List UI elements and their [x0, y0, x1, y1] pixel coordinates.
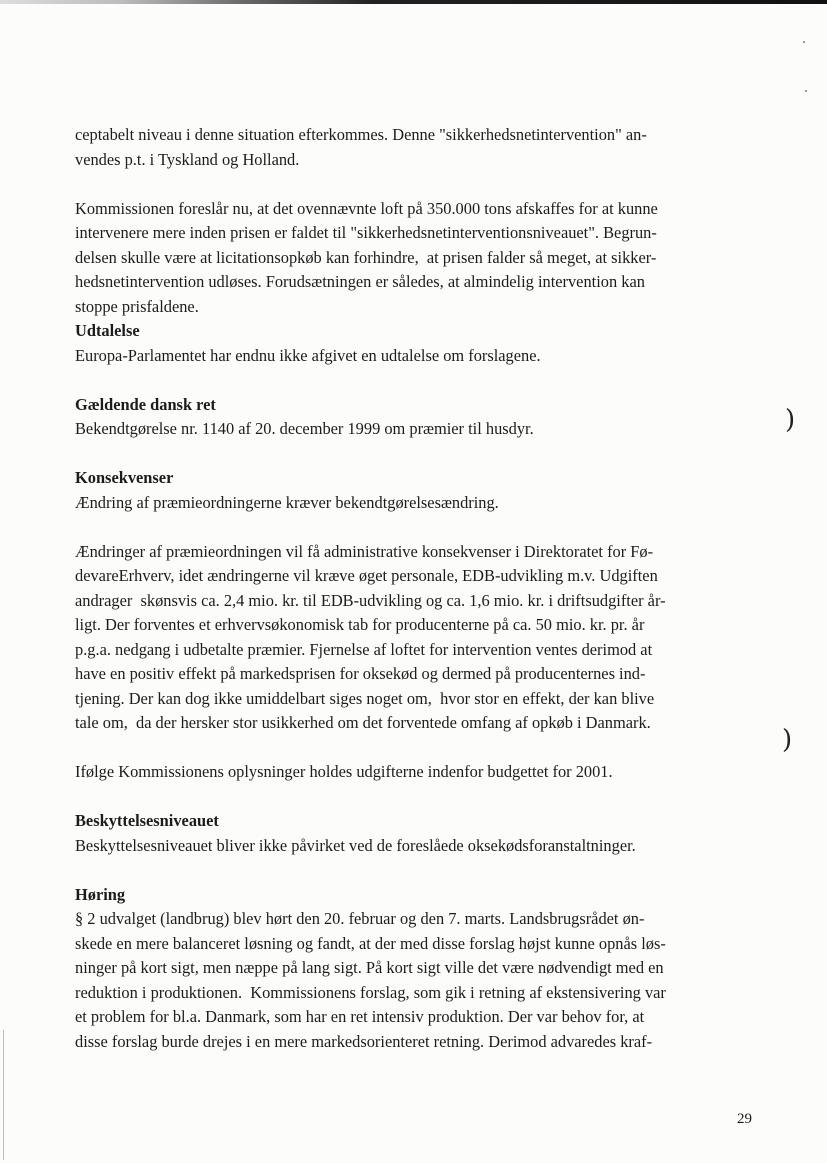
text-line: disse forslag burde drejes i en mere markedsorienteret retning. Derimod advaredes kraf-: [75, 1031, 653, 1051]
paragraph: [75, 834, 755, 859]
text-line: tale om, da der hersker stor usikkerhed om det forventede omfang af opkøb i Danmark.: [75, 713, 651, 732]
margin-bracket-mark: ): [782, 725, 793, 755]
text-line: ninger på kort sigt, men næppe på lang sigt. På kort sigt ville det være nødvendigt med en: [75, 958, 664, 977]
text-line: Beskyttelsesniveauet bliver ikke påvirket ved de foreslåede oksekødsforanstaltninger.: [75, 835, 636, 855]
margin-bracket-mark: ): [785, 405, 796, 435]
text-line: delsen skulle være at licitationsopkøb kan forhindre, at prisen falder så meget, at sikker-: [75, 247, 657, 267]
text-line: ligt. Der forventes et erhvervsøkonomisk tab for producenterne på ca. 50 mio. kr. pr. år: [75, 615, 645, 634]
text-line: Europa-Parlamentet har endnu ikke afgivet en udtalelse om forslagene.: [75, 345, 541, 365]
text-line: Ændringer af præmieordningen vil få administrative konsekvenser i Direktoratet for Fø-: [75, 541, 654, 561]
text-line: Ændring af præmieordningerne kræver bekendtgørelsesændring.: [75, 492, 499, 512]
paragraph: [75, 197, 755, 320]
scan-speck: [805, 90, 807, 92]
scan-left-edge: [3, 1030, 4, 1160]
paragraph: [75, 907, 755, 1054]
text-line: vendes p.t. i Tyskland og Holland.: [75, 149, 300, 169]
text-line: Ifølge Kommissionens oplysninger holdes udgifterne indenfor budgettet for 2001.: [75, 762, 613, 781]
text-line: andrager skønsvis ca. 2,4 mio. kr. til EDB-udvikling og ca. 1,6 mio. kr. i driftsudgifter år-: [75, 590, 666, 610]
scan-speck: [803, 41, 805, 43]
section-heading: Udtalelse: [75, 321, 140, 340]
paragraph: [75, 344, 755, 369]
paragraph: [75, 417, 755, 442]
section-heading: Konsekvenser: [75, 468, 174, 487]
text-line: ceptabelt niveau i denne situation efterkommes. Denne "sikkerhedsnetintervention" an-: [75, 125, 647, 144]
text-line: p.g.a. nedgang i udbetalte præmier. Fjernelse af loftet for intervention ventes derimod at: [75, 639, 653, 659]
text-line: stoppe prisfaldene.: [75, 296, 199, 316]
paragraph: [75, 123, 755, 172]
text-line: tjening. Der kan dog ikke umiddelbart siges noget om, hvor stor en effekt, der kan blive: [75, 688, 655, 708]
text-line: skede en mere balanceret løsning og fandt, at der med disse forslag højst kunne opnås løs-: [75, 933, 666, 953]
text-line: et problem for bl.a. Danmark, som har en ret intensiv produktion. Der var behov for, at: [75, 1007, 645, 1026]
section-heading: Høring: [75, 884, 126, 904]
text-line: § 2 udvalget (landbrug) blev hørt den 20. februar og den 7. marts. Landsbrugsrådet øn-: [75, 909, 645, 928]
text-line: Kommissionen foreslår nu, at det ovennævnte loft på 350.000 tons afskaffes for at kunne: [75, 198, 658, 218]
paragraph: [75, 491, 755, 516]
section-heading: Beskyttelsesniveauet: [75, 811, 219, 830]
section-heading: Gældende dansk ret: [75, 394, 216, 414]
page-number: 29: [737, 1111, 752, 1127]
paragraph: [75, 760, 755, 785]
text-line: devareErhverv, idet ændringerne vil kræve øget personale, EDB-udvikling m.v. Udgiften: [75, 566, 658, 585]
text-line: intervenere mere inden prisen er faldet til "sikkerhedsnetinterventionsniveauet". Begrun-: [75, 223, 657, 242]
text-line: reduktion i produktionen. Kommissionens forslag, som gik i retning af ekstensivering var: [75, 982, 666, 1002]
paragraph: [75, 540, 755, 736]
document-body: [75, 123, 755, 1054]
scan-top-edge: [0, 0, 827, 4]
text-line: Bekendtgørelse nr. 1140 af 20. december 1999 om præmier til husdyr.: [75, 419, 534, 438]
text-line: hedsnetintervention udløses. Forudsætningen er således, at almindelig intervention kan: [75, 272, 645, 291]
text-line: have en positiv effekt på markedsprisen for oksekød og dermed på producenternes ind-: [75, 664, 646, 683]
